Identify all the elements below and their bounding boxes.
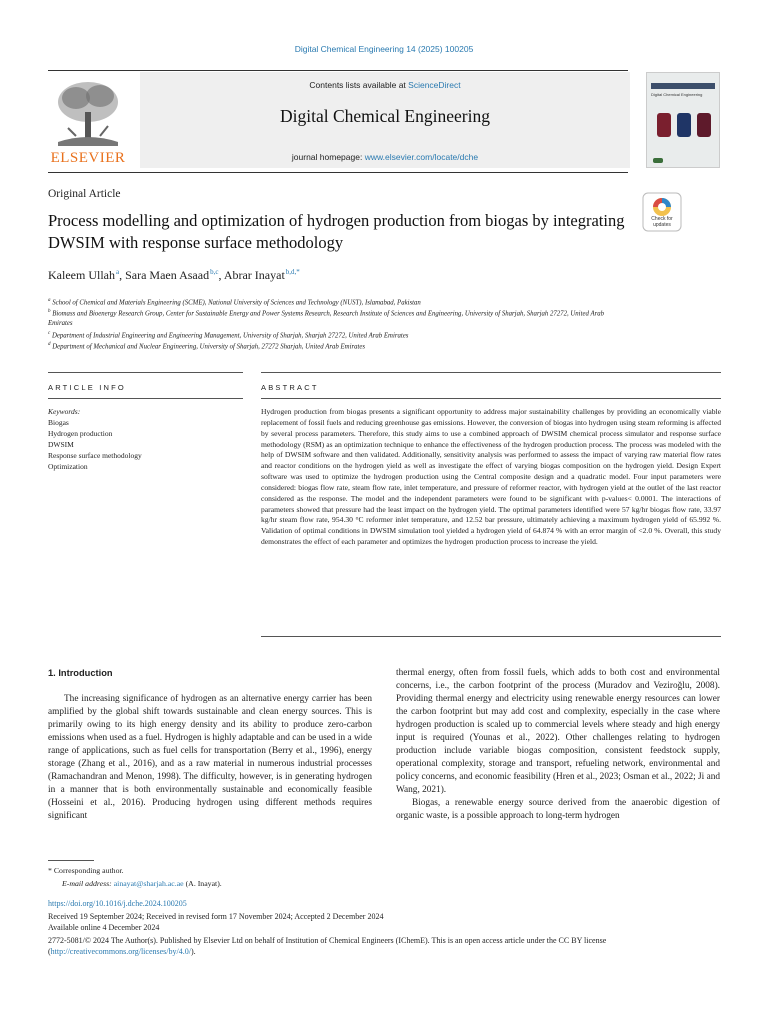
cover-title: Digital Chemical Engineering [651, 92, 703, 97]
intro-right-column [396, 667, 720, 823]
available-online: Available online 4 December 2024 [48, 923, 160, 932]
homepage-line [140, 152, 630, 162]
affiliation-item [48, 296, 628, 308]
author-affil-sup[interactable]: b,d,* [285, 268, 300, 276]
article-info-heading: ARTICLE INFO [48, 383, 126, 392]
author-name[interactable]: Kaleem Ullah [48, 268, 115, 282]
footnote-rule [48, 860, 94, 861]
homepage-link[interactable]: www.elsevier.com/locate/dche [364, 152, 479, 162]
license-suffix: ). [190, 946, 196, 956]
introduction-heading: 1. Introduction [48, 668, 113, 678]
contents-line [140, 80, 630, 90]
received-dates: Received 19 September 2024; Received in revised form 17 November 2024; Accepted 2 December 2024 [48, 912, 384, 921]
email-link[interactable]: ainayat@sharjah.ac.ae [113, 879, 184, 888]
affiliation-sup: d [48, 342, 51, 347]
affiliation-sup: a [48, 298, 51, 303]
affiliation-text: Biomass and Bioenergy Research Group, Center for Sustainable Energy and Power Systems Research, Research Institute of Sciences and Engineering, University of Sharjah, Sharjah 27272, United Arab Emirates [48, 310, 605, 327]
journal-citation[interactable]: Digital Chemical Engineering 14 (2025) 100205 [294, 44, 474, 54]
license-link[interactable]: http://creativecommons.org/licenses/by/4.0/ [50, 946, 191, 956]
article-info-top-rule [48, 372, 243, 373]
keywords-label: Keywords: [48, 407, 81, 416]
license-statement [48, 936, 720, 957]
keyword-item: Response surface methodology [48, 451, 142, 460]
contents-prefix: Contents lists available at [309, 80, 409, 90]
journal-cover-image[interactable] [646, 72, 720, 168]
journal-title: Digital Chemical Engineering [280, 106, 490, 126]
author-affil-sup[interactable]: a [116, 268, 120, 276]
abstract-divider [261, 398, 721, 399]
email-label: E-mail address: [62, 879, 114, 888]
article-info-divider [48, 398, 243, 399]
author-name[interactable]: Abrar Inayat [223, 268, 285, 282]
affiliation-text: Department of Industrial Engineering and Engineering Management, University of Sharjah, Sharjah 27272, United Arab Emirates [51, 332, 409, 340]
cover-band [651, 83, 715, 89]
cover-cylinders-icon [655, 109, 713, 139]
affiliation-text: Department of Mechanical and Nuclear Engineering, University of Sharjah, 27272 Sharjah, United Arab Emirates [52, 343, 366, 351]
intro-paragraph: thermal energy, often from fossil fuels, which adds to both cost and environmental concerns, i.e., the carbon footprint of the process (Muradov and Veziroğlu, 2008). Providing thermal energy and electricity using renewable energy resources can lower the carbon footprint but may add cost and complexity, especially in the case where hydrogen production is scaled up to commercial levels where steady and high energy input is required (Younas et al., 2022). Other challenges relating to hydrogen production include variable biogas composition, consistent feedstock supply, operational complexity, storage and transport, refueling network, environmental and policy concerns, and economic feasibility (Hren et al., 2023; Osman et al., 2022; Ji and Wang, 2021). [396, 668, 721, 795]
abstract-top-rule [261, 372, 721, 373]
intro-paragraph: Biogas, a renewable energy source derived from the anaerobic digestion of organic waste, is a possible approach to long-term hydrogen [396, 798, 720, 821]
keyword-item: Hydrogen production [48, 429, 113, 438]
author-affil-sup[interactable]: b,c [210, 268, 219, 276]
check-for-updates-button[interactable] [642, 192, 682, 232]
license-prefix: 2772-5081/© 2024 The Author(s). Published by Elsevier Ltd on behalf of Institution of Chemical Engineers (IChemE). This is an open access article under the CC BY license ( [48, 936, 607, 956]
doi-link[interactable]: https://doi.org/10.1016/j.dche.2024.100205 [48, 899, 187, 908]
intro-left-column [48, 693, 372, 823]
abstract-text: Hydrogen production from biogas presents a significant opportunity to address major sustainability challenges by providing an economically viable replacement of fossil fuels and reducing greenhouse gas emissions. However, the conversion of biogas into hydrogen using steam reforming is affected by several process parameters. Therefore, this study aims to use a combined approach of DWSIM chemical process simulator and response surface methodology (RSM) as an optimization technique to enhance the effectiveness of the hydrogen production process. The process was modeled with the help of DWSIM software and then validated. Additionally, sensitivity analysis was performed to assess the impact of varying raw material flow rates and reactor conditions on the hydrogen yield as well as investigate the effect of varying biogas composition on the hydrogen yield. Design Expert software was used to optimize the hydrogen production using the Central composite design and a quadratic model. Four input parameters were considered: biogas flow rate, steam flow rate, inlet temperature, and pressure of reformer reactor, with hydrogen yield at the outlet of the last reactor considered as the response. The model and the independent parameters were found to be significant with p-values< 0.0001. The interactions of parameters showed that pressure had the least impact on the hydrogen yield. The optimal parameters identified were 57 kg/hr biogas flow rate, 33.97 kg/hr steam flow rate, 954.30 °C reformer inlet temperature, and 12.52 bar pressure, ultimately achieving a maximum hydrogen yield of 65.992 %. Validation of optimal conditions in DWSIM simulation tool yielded a hydrogen yield of 64.874 % with an error margin of <2.0 %. Overall, this study demonstrates the effect of each parameter and optimizes the hydrogen production process to increase the yield. [261, 407, 721, 547]
keyword-item: Biogas [48, 418, 69, 427]
keyword-item: DWSIM [48, 440, 74, 449]
affiliation-sup: c [48, 331, 51, 336]
cover-logo-mark [653, 158, 663, 163]
author-name[interactable]: Sara Maen Asaad [125, 268, 210, 282]
abstract-heading: ABSTRACT [261, 383, 319, 392]
corresponding-author-note: * Corresponding author. [48, 866, 124, 875]
email-footnote [62, 879, 222, 888]
elsevier-wordmark: ELSEVIER [50, 150, 126, 166]
sciencedirect-link[interactable]: ScienceDirect [408, 80, 461, 90]
affiliation-text: School of Chemical and Materials Engineering (SCME), National University of Sciences and Technology (NUST), Islamabad, Pakistan [52, 299, 421, 307]
email-suffix: (A. Inayat). [183, 879, 222, 888]
affiliation-sup: b [48, 309, 51, 314]
article-title: Process modelling and optimization of hydrogen production from biogas by integrating DWSIM with response surface methodology [48, 211, 625, 252]
article-type: Original Article [48, 188, 121, 200]
author-list: Kaleem Ullah $^a$, Sara Maen Asaad $^{b,c}$, Abrar Inayat $^{b,d,*}$ [48, 268, 300, 282]
header-top-rule [48, 70, 628, 71]
keyword-item: Optimization [48, 462, 88, 471]
abstract-bottom-rule [261, 636, 721, 637]
check-updates-label: Check for updates [651, 216, 673, 228]
elsevier-tree-icon [48, 76, 128, 148]
header-bottom-rule [48, 172, 628, 173]
homepage-prefix: journal homepage: [291, 152, 365, 162]
intro-paragraph: The increasing significance of hydrogen as an alternative energy carrier has been amplified by the global shift towards sustainable and clean energy sources. This is primarily owing to its high energy density and its ability to produce zero-carbon emissions when used as a fuel. Hydrogen is highly adaptable and can be used in a wide range of applications, such as fuel cells for transportation (Berry et al., 1996), energy storage (Zhang et al., 2016), and as a raw material in numerous industrial processes (Ramachandran and Menon, 1998). The difficulty, however, is in generating hydrogen in a manner that is both environmentally sustainable and economically feasible (Hosseini et al., 2016). Producing hydrogen using different methods requires significant [48, 694, 373, 821]
affiliation-item [48, 329, 628, 341]
affiliation-item [48, 307, 628, 328]
affiliation-item [48, 340, 628, 352]
